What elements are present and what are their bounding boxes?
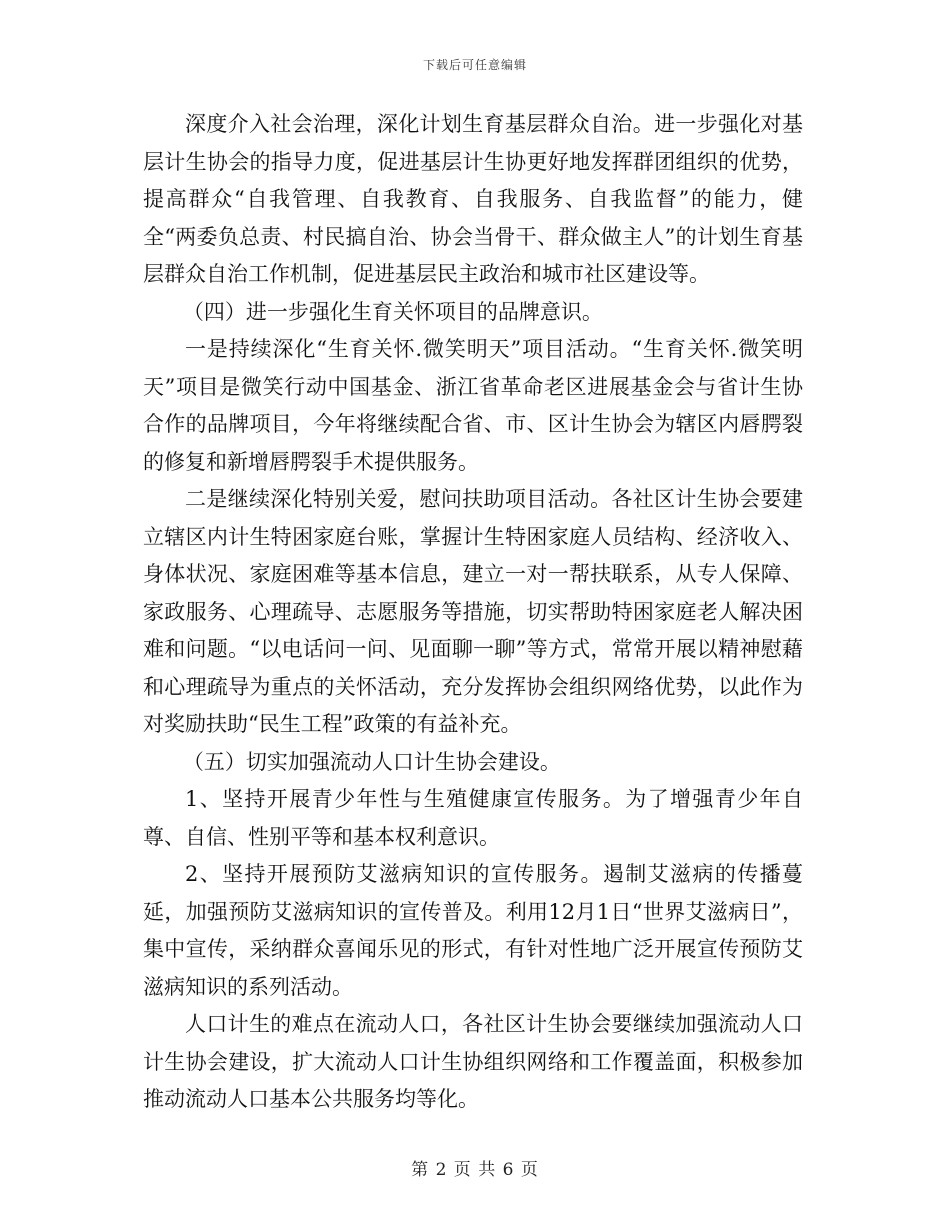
paragraph-special-care: 二是继续深化特别关爱，慰问扶助项目活动。各社区计生协会要建立辖区内计生特困家庭台账，掌握计生特困家庭人员结构、经济收入、身体状况、家庭困难等基本信息，建立一对一帮扶联系，从专人保障、家政服务、心理疏导、志愿服务等措施，切实帮助特困家庭老人解决困难和问题。“以电话问一问、见面聊一聊”等方式，常常开展以精神慰藉和心理疏导为重点的关怀活动，充分发挥协会组织网络优势，以此作为对奖励扶助“民生工程”政策的有益补充。	[143, 487, 803, 736]
paragraph-social-governance: 深度介入社会治理，深化计划生育基层群众自治。进一步强化对基层计生协会的指导力度，促进基层计生协更好地发挥群团组织的优势，提高群众“自我管理、自我教育、自我服务、自我监督”的能力，健全“两委负总责、村民搞自治、协会当骨干、群众做主人”的计划生育基层群众自治工作机制，促进基层民主政治和城市社区建设等。	[143, 112, 803, 286]
page-number-footer: 第 2 页 共 6 页	[411, 1160, 539, 1180]
document-body	[143, 106, 803, 1119]
section-heading-4: （四）进一步强化生育关怀项目的品牌意识。	[182, 299, 603, 324]
header-note: 下载后可任意编辑	[422, 58, 527, 72]
paragraph-floating-population: 人口计生的难点在流动人口，各社区计生协会要继续加强流动人口计生协会建设，扩大流动人口计生协组织网络和工作覆盖面，积极参加推动流动人口基本公共服务均等化。	[143, 1012, 803, 1111]
paragraph-smile-project: 一是持续深化“生育关怀.微笑明天”项目活动。“生育关怀.微笑明天”项目是微笑行动中国基金、浙江省革命老区进展基金会与省计生协合作的品牌项目，今年将继续配合省、市、区计生协会为辖区内唇腭裂的修复和新增唇腭裂手术提供服务。	[143, 337, 803, 474]
paragraph-aids-prevention: 2、坚持开展预防艾滋病知识的宣传服务。遏制艾滋病的传播蔓延，加强预防艾滋病知识的宣传普及。利用12月1日“世界艾滋病日”，集中宣传，采纳群众喜闻乐见的形式，有针对性地广泛开展宣传预防艾滋病知识的系列活动。	[143, 862, 803, 999]
paragraph-youth-health: 1、坚持开展青少年性与生殖健康宣传服务。为了增强青少年自尊、自信、性别平等和基本权利意识。	[143, 787, 803, 849]
section-heading-5: （五）切实加强流动人口计生协会建设。	[182, 749, 561, 774]
